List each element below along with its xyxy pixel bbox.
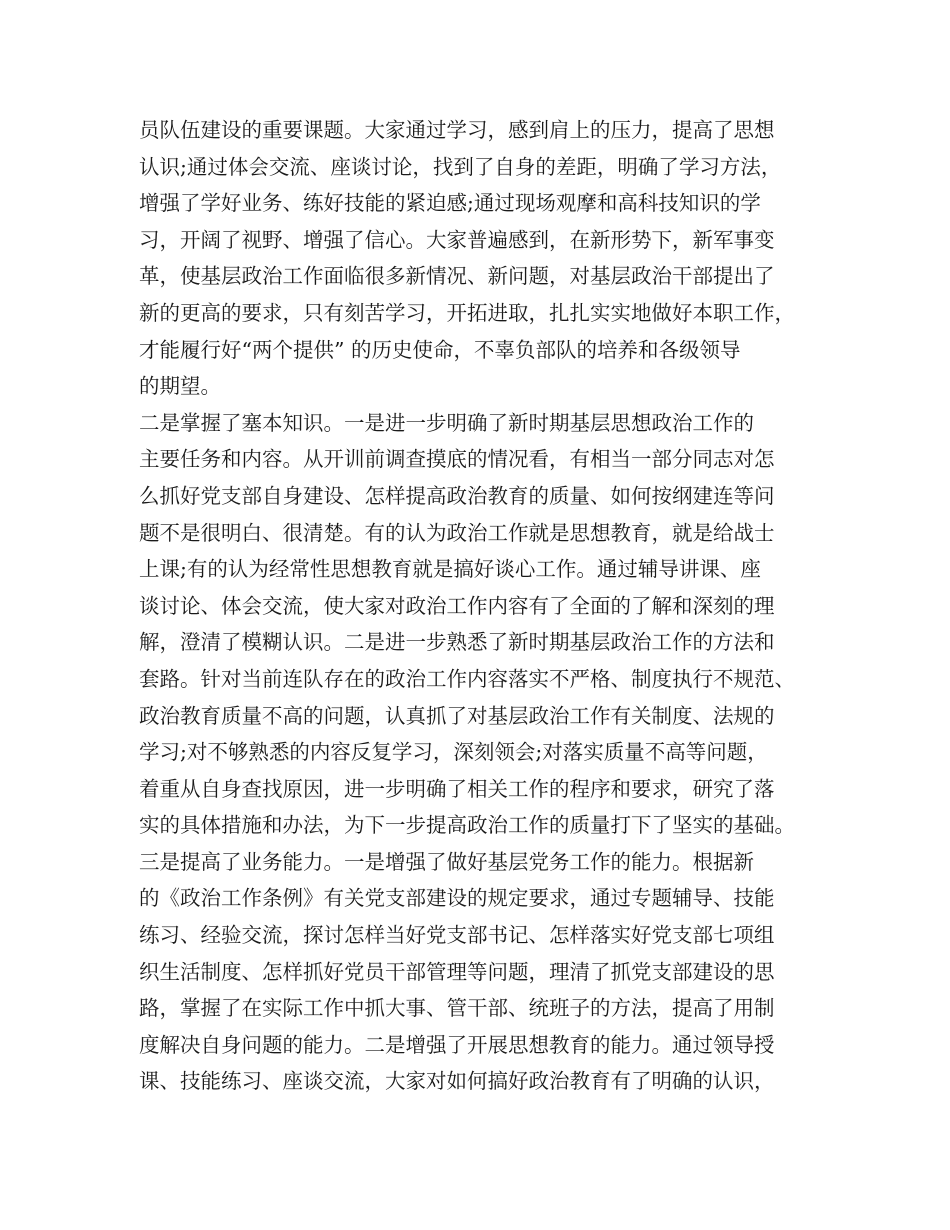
text-line: 题不是很明白、很清楚。有的认为政治工作就是思想教育，就是给战士 [139,520,775,545]
text-line: 么抓好党支部自身建设、怎样提高政治教育的质量、如何按纲建连等问 [139,483,775,508]
text-line: 的《政治工作条例》有关党支部建设的规定要求，通过专题辅导、技能 [139,886,775,911]
text-line: 谈讨论、体会交流，使大家对政治工作内容有了全面的了解和深刻的理 [139,593,775,618]
text-line: 政治教育质量不高的问题，认真抓了对基层政治工作有关制度、法规的 [139,703,775,728]
text-line: 员队伍建设的重要课题。大家通过学习，感到肩上的压力，提高了思想 [139,118,775,142]
text-line: 上课;有的认为经常性思想教育就是搞好谈心工作。通过辅导讲课、座 [139,557,761,582]
text-line: 学习;对不够熟悉的内容反复学习，深刻领会;对落实质量不高等问题， [139,740,768,765]
body-text [139,112,839,1100]
text-line: 新的更高的要求，只有刻苦学习，开拓进取，扎扎实实地做好本职工作， [139,300,795,325]
text-line: 才能履行好“两个提供” 的历史使命，不辜负部队的培养和各级领导 [139,337,741,362]
text-line: 二是掌握了塞本知识。一是进一步明确了新时期基层思想政治工作的 [139,410,754,435]
text-line: 解，澄清了模糊认识。二是进一步熟悉了新时期基层政治工作的方法和 [139,630,775,655]
text-line: 套路。针对当前连队存在的政治工作内容落实不严格、制度执行不规范、 [139,666,795,691]
text-line: 三是提高了业务能力。一是增强了做好基层党务工作的能力。根据新 [139,849,754,874]
text-line: 的期望。 [139,374,221,399]
text-line: 路，掌握了在实际工作中抓大事、管干部、统班子的方法，提高了用制 [139,996,775,1021]
text-line: 实的具体措施和办法，为下一步提高政治工作的质量打下了坚实的基础。 [139,813,795,838]
text-line: 习，开阔了视野、增强了信心。大家普遍感到，在新形势下，新军事变 [139,227,775,252]
text-line: 度解决自身问题的能力。二是增强了开展思想教育的能力。通过领导授 [139,1032,775,1057]
text-line: 主要任务和内容。从开训前调查摸底的情况看，有相当一部分同志对怎 [139,447,775,472]
text-line: 织生活制度、怎样抓好党员干部管理等问题，理清了抓党支部建设的思 [139,959,775,984]
text-line: 增强了学好业务、练好技能的紧迫感;通过现场观摩和高科技知识的学 [139,191,761,216]
text-line: 着重从自身查找原因，进一步明确了相关工作的程序和要求，研究了落 [139,776,775,801]
text-line: 练习、经验交流，探讨怎样当好党支部书记、怎样落实好党支部七项组 [139,923,775,948]
text-line: 课、技能练习、座谈交流，大家对如何搞好政治教育有了明确的认识， [139,1069,775,1094]
text-line: 认识;通过体会交流、座谈讨论，找到了自身的差距，明确了学习方法， [139,154,782,179]
text-line: 革，使基层政治工作面临很多新情况、新问题，对基层政治干部提出了 [139,264,775,289]
